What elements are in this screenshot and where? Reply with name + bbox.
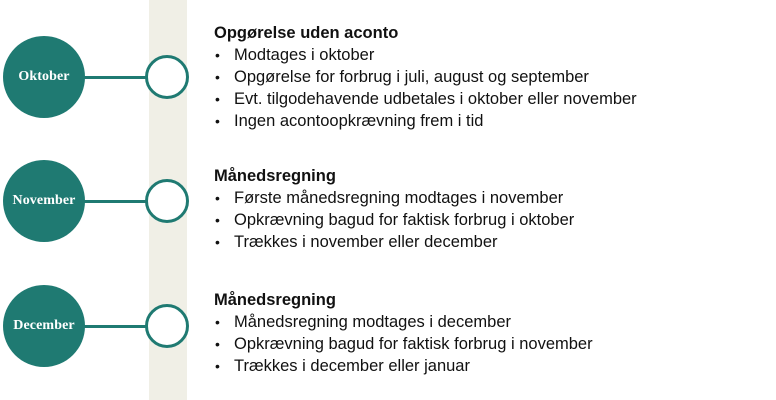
list-item bbox=[214, 209, 754, 231]
timeline-entry-december bbox=[214, 289, 754, 377]
bullet-icon: • bbox=[215, 113, 220, 129]
list-item-text: Første månedsregning modtages i november bbox=[234, 189, 564, 207]
bullet-icon: • bbox=[215, 234, 220, 250]
timeline-entry-oktober bbox=[214, 22, 754, 132]
bullet-icon: • bbox=[215, 47, 220, 63]
list-item-text: Modtages i oktober bbox=[234, 46, 375, 64]
list-item-text: Trækkes i december eller januar bbox=[234, 357, 470, 375]
entry-title: Månedsregning bbox=[214, 167, 336, 185]
entry-title: Månedsregning bbox=[214, 291, 336, 309]
list-item-text: Evt. tilgodehavende udbetales i oktober eller november bbox=[234, 90, 637, 108]
month-badge-december bbox=[3, 285, 85, 367]
month-label: December bbox=[13, 318, 75, 333]
bullet-icon: • bbox=[215, 69, 220, 85]
list-item bbox=[214, 311, 754, 333]
list-item-text: Trækkes i november eller december bbox=[234, 233, 498, 251]
list-item-text: Opkrævning bagud for faktisk forbrug i oktober bbox=[234, 211, 575, 229]
bullet-icon: • bbox=[215, 91, 220, 107]
bullet-list bbox=[214, 187, 754, 253]
entry-title: Opgørelse uden aconto bbox=[214, 24, 399, 42]
month-badge-november bbox=[3, 160, 85, 242]
bullet-icon: • bbox=[215, 314, 220, 330]
list-item bbox=[214, 88, 754, 110]
timeline-connector bbox=[84, 200, 148, 203]
timeline-connector bbox=[84, 76, 148, 79]
list-item bbox=[214, 187, 754, 209]
timeline-entry-november bbox=[214, 165, 754, 253]
bullet-icon: • bbox=[215, 336, 220, 352]
bullet-list bbox=[214, 44, 754, 132]
month-label: November bbox=[12, 193, 76, 208]
bullet-icon: • bbox=[215, 212, 220, 228]
month-label: Oktober bbox=[18, 69, 70, 84]
list-item bbox=[214, 110, 754, 132]
month-badge-oktober bbox=[3, 36, 85, 118]
list-item-text: Månedsregning modtages i december bbox=[234, 313, 511, 331]
bullet-list bbox=[214, 311, 754, 377]
list-item bbox=[214, 333, 754, 355]
list-item bbox=[214, 66, 754, 88]
list-item-text: Opgørelse for forbrug i juli, august og september bbox=[234, 68, 589, 86]
timeline-connector bbox=[84, 325, 148, 328]
list-item-text: Ingen acontoopkrævning frem i tid bbox=[234, 112, 484, 130]
bullet-icon: • bbox=[215, 358, 220, 374]
timeline-node bbox=[145, 304, 189, 348]
list-item bbox=[214, 355, 754, 377]
list-item bbox=[214, 44, 754, 66]
bullet-icon: • bbox=[215, 190, 220, 206]
list-item-text: Opkrævning bagud for faktisk forbrug i november bbox=[234, 335, 593, 353]
timeline-node bbox=[145, 179, 189, 223]
timeline-node bbox=[145, 55, 189, 99]
list-item bbox=[214, 231, 754, 253]
